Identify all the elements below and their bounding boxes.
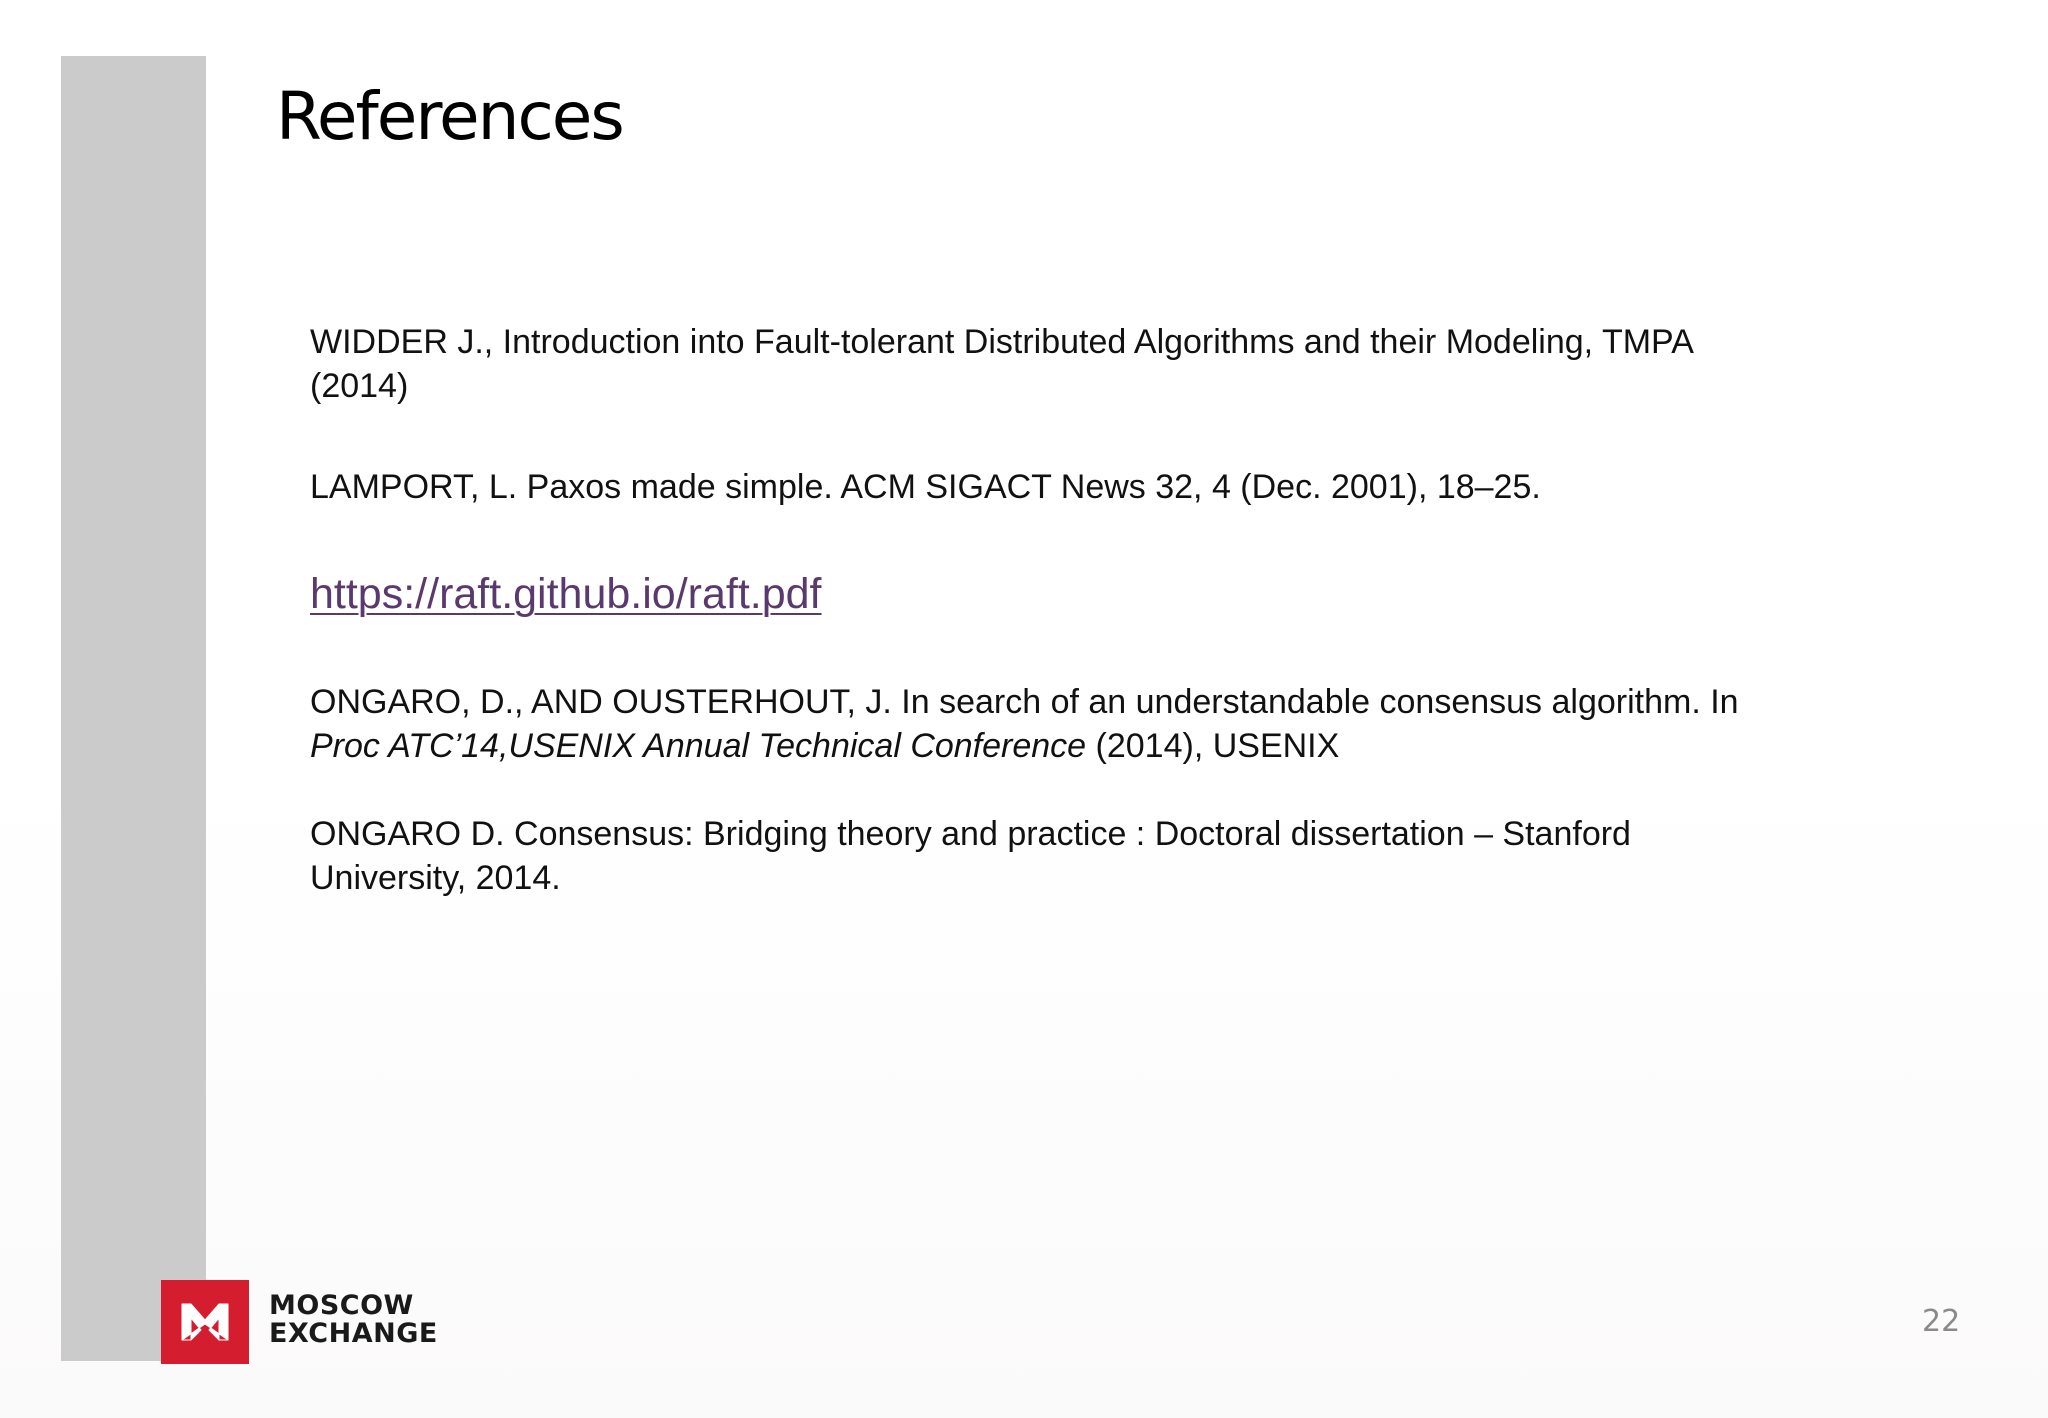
reference-text: LAMPORT, L. Paxos made simple. ACM SIGACT News 32, 4 (Dec. 2001), 18–25. [310,468,1541,506]
raft-pdf-link[interactable]: https://raft.github.io/raft.pdf [310,570,822,618]
slide-title: References [276,78,623,155]
logo-wordmark [269,1292,438,1348]
moscow-exchange-logo [161,1280,461,1364]
reference-text: ONGARO, D., AND OUSTERHOUT, J. In search of an understandable consensus algorithm. In [310,683,1739,721]
moscow-exchange-logo-mark-icon [161,1280,249,1364]
reference-item [310,566,1910,622]
reference-text: (2014), USENIX [1086,727,1340,765]
logo-line-1: MOSCOW [269,1290,414,1321]
reference-text: WIDDER J., Introduction into Fault-tolerant Distributed Algorithms and their Modeling, TMPA [310,323,1694,361]
reference-text: (2014) [310,367,409,405]
logo-line-2: EXCHANGE [269,1318,438,1349]
side-bar [61,56,206,1361]
reference-item [310,320,1910,408]
reference-item [310,812,1910,900]
reference-item [310,680,1910,768]
reference-item [310,465,1910,509]
page-number: 22 [1922,1304,1961,1339]
reference-italic-text: Proc ATC’14,USENIX Annual Technical Conference [310,727,1087,765]
reference-text: University, 2014. [310,859,561,897]
reference-text: ONGARO D. Consensus: Bridging theory and practice : Doctoral dissertation – Stanford [310,815,1631,853]
